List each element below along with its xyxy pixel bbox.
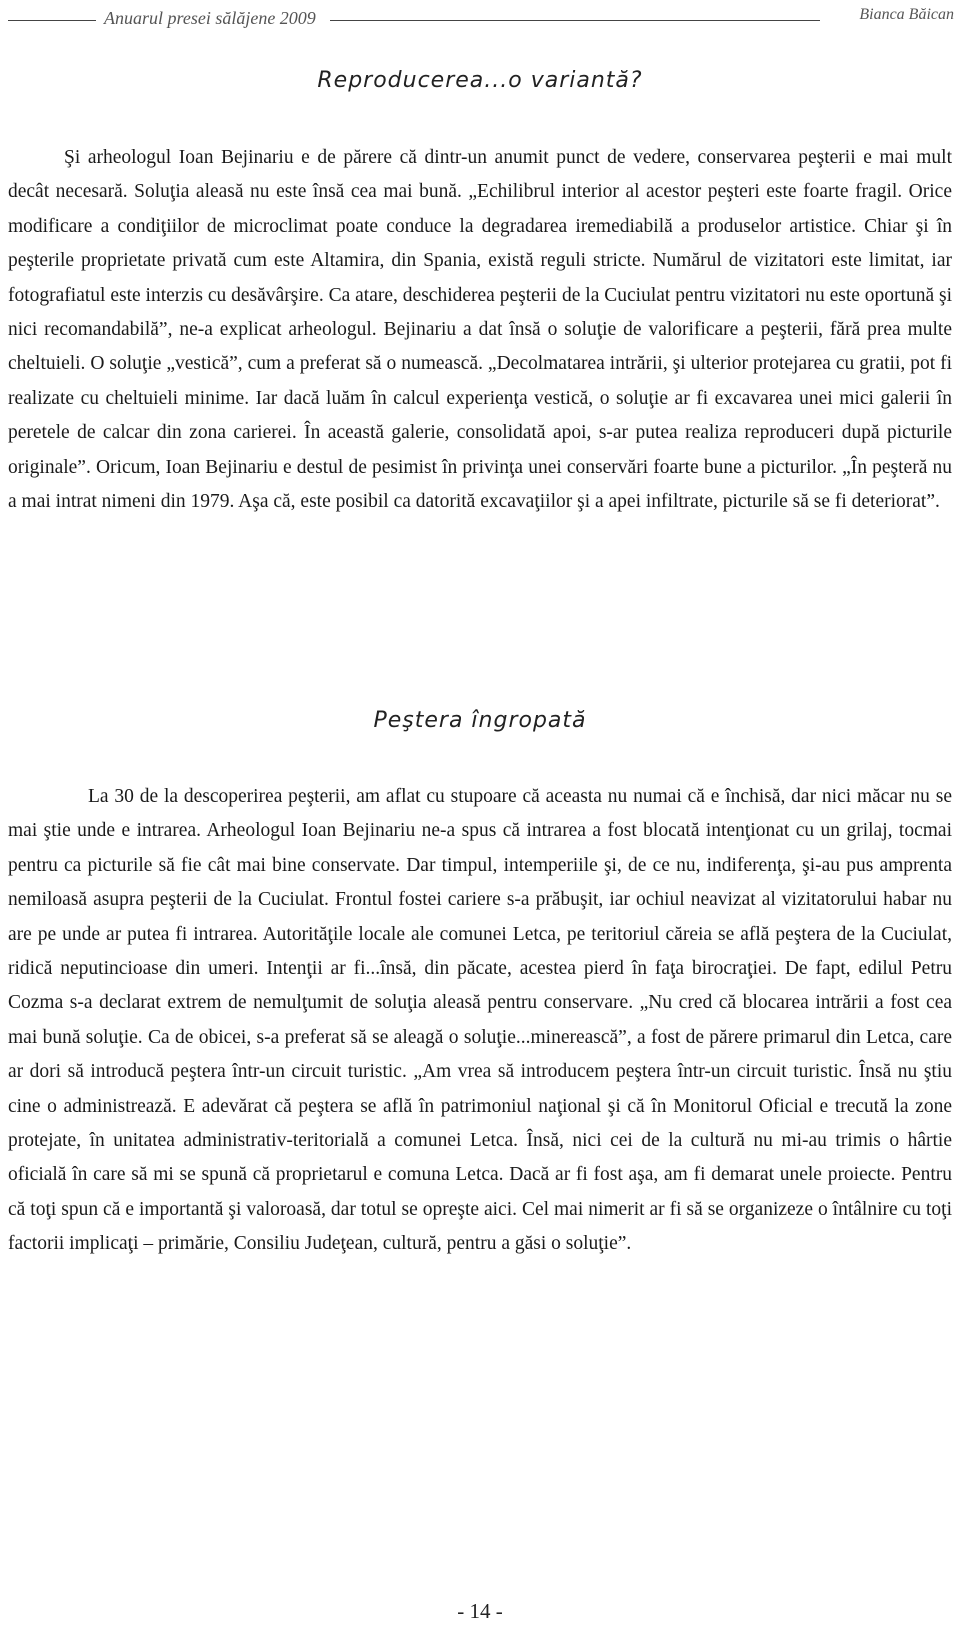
running-header (0, 6, 960, 32)
section-paragraph-pestera: La 30 de la descoperirea peşterii, am aflat cu stupoare că aceasta nu numai că e închisă, dar nici măcar nu se mai ştie unde e intrarea. Arheologul Ioan Bejinariu ne-a spus că intrarea a fost blocată intenţionat cu un grilaj, tocmai pentru ca picturile să fie cât mai bine conservate. Dar timpul, intemperiile şi, de ce nu, indiferenţa, şi-au pus amprenta nemiloasă asupra peşterii de la Cuciulat. Frontul fostei cariere s-a prăbuşit, iar ochiul neavizat al vizitatorului habar nu are pe unde ar putea fi intrarea. Autorităţile locale ale comunei Letca, pe teritoriul căreia se află peştera de la Cuciulat, ridică neputincioase din umeri. Intenţii ar fi...însă, din păcate, acestea pierd în faţa birocraţiei. De fapt, edilul Petru Cozma s-a declarat extrem de nemulţumit de soluţia aleasă pentru conservare. „Nu cred că blocarea intrării a fost cea mai bună soluţie. Ca de obicei, s-a preferat să se aleagă o soluţie...minerească”, a fost de părere primarul din Letca, care ar dori să introducă peştera într-un circuit turistic. „Am vrea să introducem peştera într-un circuit turistic. Însă nu ştiu cine o administrează. E adevărat că peştera se află în patrimoniul naţional şi că în Monitorul Oficial e trecută la zone protejate, în unitatea administrativ-teritorială a comunei Letca. Însă, nici cei de la cultură nu mi-au trimis o hârtie oficială în care să mi se spună că proprietarul e comuna Letca. Dacă ar fi fost aşa, am fi demarat unele proiecte. Pentru că toţi spun că e importantă şi valoroasă, dar totul se opreşte aici. Cel mai nimerit ar fi să se organizeze o întâlnire cu toţi factorii implicaţi – primărie, Consiliu Judeţean, cultură, pentru a găsi o soluţie”. (8, 786, 952, 1255)
header-rule-right (330, 20, 820, 21)
author-name: Bianca Băican (859, 6, 954, 23)
section-title-reproducerea: Reproducerea...o variantă? (317, 68, 643, 93)
section-title-pestera: Peştera îngropată (373, 708, 587, 733)
header-rule-left (8, 20, 96, 21)
journal-title: Anuarul presei sălăjene 2009 (104, 8, 316, 28)
section-paragraph-reproducerea: Şi arheologul Ioan Bejinariu e de părere că dintr-un anumit punct de vedere, conservarea peşterii e mai mult decât necesară. Soluţia aleasă nu este însă cea mai bună. „Echilibrul interior al acestor peşteri este foarte fragil. Orice modificare a condiţiilor de microclimat poate conduce la degradarea iremediabilă a produselor artistice. Chiar şi în peşterile proprietate privată cum este Altamira, din Spania, există reguli stricte. Numărul de vizitatori este limitat, iar fotografiatul este interzis cu desăvârşire. Ca atare, deschiderea peşterii de la Cuciulat pentru vizitatori nu este oportună şi nici recomandabilă”, ne-a explicat arheologul. Bejinariu a dat însă o soluţie de valorificare a peşterii, fără prea multe cheltuieli. O soluţie „vestică”, cum a preferat să o numească. „Decolmatarea intrării, şi ulterior protejarea cu gratii, pot fi realizate cu cheltuieli minime. Iar dacă luăm în calcul experienţa vestică, o soluţie ar fi excavarea unei mici galerii în peretele de calcar din zona carierei. În această galerie, consolidată apoi, s-ar putea realiza reproduceri după picturile originale”. Oricum, Ioan Bejinariu e destul de pesimist în privinţa unei conservări foarte bune a picturilor. „În peşteră nu a mai intrat nimeni din 1979. Aşa că, este posibil ca datorită excavaţiilor şi a apei infiltrate, picturile să se fi deteriorat”. (8, 147, 952, 513)
page-number: - 14 - (457, 1599, 503, 1623)
